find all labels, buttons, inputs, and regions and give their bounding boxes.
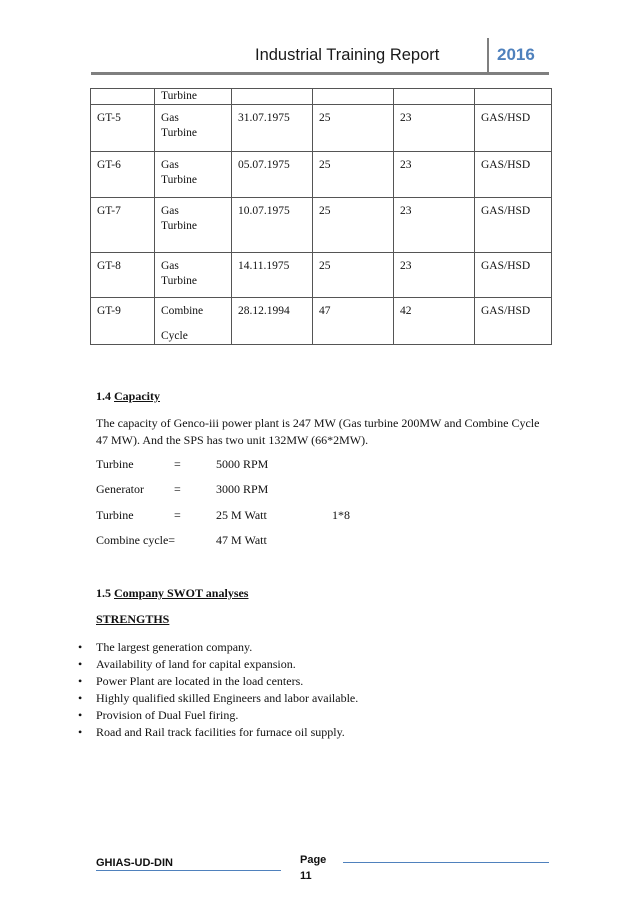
type-line: Turbine — [161, 127, 197, 139]
output-cell: 23 — [394, 198, 475, 253]
bullet-icon: • — [78, 674, 83, 688]
capacity-cell: 25 — [313, 253, 394, 298]
capacity-heading — [96, 389, 160, 404]
type-line: Gas — [161, 112, 179, 124]
strength-text: Highly qualified skilled Engineers and labor available. — [96, 691, 359, 705]
type-line: Gas — [161, 159, 179, 171]
list-item — [78, 656, 358, 673]
footer-rule-left — [96, 870, 281, 871]
type-line: Combine — [161, 305, 204, 317]
type-line: Turbine — [161, 275, 197, 287]
output-cell: 23 — [394, 152, 475, 198]
date-cell: 10.07.1975 — [232, 198, 313, 253]
type-line: Turbine — [161, 174, 197, 186]
bullet-icon: • — [78, 640, 83, 654]
unit-cell: GT-5 — [91, 105, 155, 152]
date-cell: 14.11.1975 — [232, 253, 313, 298]
type-cell — [155, 253, 232, 298]
list-item — [78, 707, 358, 724]
capacity-cell — [313, 89, 394, 105]
swot-section-number: 1.5 — [96, 586, 111, 600]
list-item — [78, 690, 358, 707]
date-cell — [232, 89, 313, 105]
gas-turbine-table — [90, 88, 552, 345]
fuel-cell: GAS/HSD — [475, 298, 552, 345]
strengths-heading: STRENGTHS — [96, 612, 170, 626]
spec-label: Turbine — [96, 508, 134, 522]
table-row — [91, 298, 552, 345]
spec-value: 47 M Watt — [216, 533, 267, 547]
type-line: Turbine — [161, 90, 197, 102]
date-cell: 28.12.1994 — [232, 298, 313, 345]
swot-heading — [96, 586, 248, 601]
output-cell: 23 — [394, 253, 475, 298]
spec-equals: = — [174, 482, 181, 496]
bullet-icon: • — [78, 708, 83, 722]
table-row — [91, 253, 552, 298]
capacity-paragraph: The capacity of Genco-iii power plant is 247 MW (Gas turbine 200MW and Combine Cycle 47 MW). And the SPS has two unit 132MW (66*2MW). — [96, 416, 540, 447]
spec-value: 5000 RPM — [216, 457, 269, 471]
strength-text: The largest generation company. — [96, 640, 253, 654]
strength-text: Road and Rail track facilities for furnace oil supply. — [96, 725, 345, 739]
type-cell — [155, 198, 232, 253]
fuel-cell — [475, 89, 552, 105]
table-row — [91, 89, 552, 105]
type-cell — [155, 298, 232, 345]
strengths-list — [78, 639, 358, 741]
spec-equals: = — [174, 457, 181, 471]
capacity-section-title: Capacity — [114, 389, 160, 403]
strength-text: Power Plant are located in the load centers. — [96, 674, 304, 688]
list-item — [78, 673, 358, 690]
unit-cell — [91, 89, 155, 105]
page-label: Page — [300, 854, 327, 866]
type-line: Gas — [161, 260, 179, 272]
header-rule — [91, 72, 549, 75]
type-line: Gas — [161, 205, 179, 217]
capacity-cell: 47 — [313, 298, 394, 345]
fuel-cell: GAS/HSD — [475, 253, 552, 298]
strength-text: Provision of Dual Fuel firing. — [96, 708, 239, 722]
capacity-cell: 25 — [313, 198, 394, 253]
type-cell — [155, 105, 232, 152]
table-row — [91, 152, 552, 198]
fuel-cell: GAS/HSD — [475, 152, 552, 198]
output-cell: 42 — [394, 298, 475, 345]
header-divider — [487, 38, 489, 72]
fuel-cell: GAS/HSD — [475, 105, 552, 152]
spec-label: Generator — [96, 482, 144, 496]
table-row — [91, 198, 552, 253]
spec-label: Combine cycle= — [96, 533, 176, 547]
bullet-icon: • — [78, 657, 83, 671]
bullet-icon: • — [78, 691, 83, 705]
type-cell — [155, 89, 232, 105]
unit-cell: GT-8 — [91, 253, 155, 298]
footer-rule-right — [343, 862, 549, 863]
bullet-icon: • — [78, 725, 83, 739]
date-cell: 31.07.1975 — [232, 105, 313, 152]
list-item — [78, 639, 358, 656]
report-title: Industrial Training Report — [255, 46, 440, 64]
capacity-cell: 25 — [313, 105, 394, 152]
footer-page — [300, 852, 340, 884]
spec-extra: 1*8 — [332, 508, 350, 522]
type-line: Turbine — [161, 220, 197, 232]
page-number: 11 — [300, 870, 312, 882]
unit-cell: GT-7 — [91, 198, 155, 253]
strength-text: Availability of land for capital expansion. — [96, 657, 296, 671]
spec-value: 25 M Watt — [216, 508, 267, 522]
capacity-cell: 25 — [313, 152, 394, 198]
type-line: Cycle — [161, 330, 188, 342]
unit-cell: GT-9 — [91, 298, 155, 345]
swot-section-title: Company SWOT analyses — [114, 586, 249, 600]
unit-cell: GT-6 — [91, 152, 155, 198]
output-cell — [394, 89, 475, 105]
spec-value: 3000 RPM — [216, 482, 269, 496]
table-row — [91, 105, 552, 152]
date-cell: 05.07.1975 — [232, 152, 313, 198]
footer-author: GHIAS-UD-DIN — [96, 857, 173, 869]
output-cell: 23 — [394, 105, 475, 152]
spec-equals: = — [174, 508, 181, 522]
report-year: 2016 — [497, 45, 535, 64]
fuel-cell: GAS/HSD — [475, 198, 552, 253]
spec-label: Turbine — [96, 457, 134, 471]
list-item — [78, 724, 358, 741]
capacity-section-number: 1.4 — [96, 389, 111, 403]
type-cell — [155, 152, 232, 198]
